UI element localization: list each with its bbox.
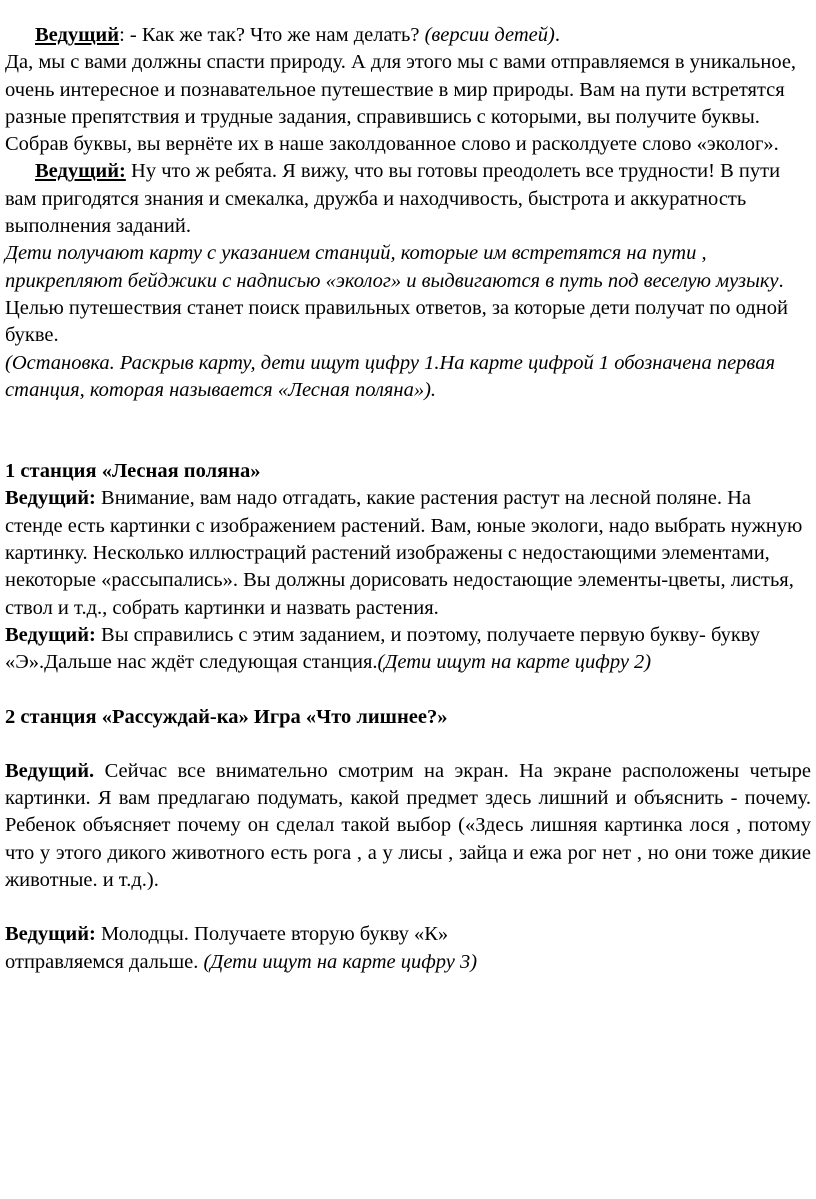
intro-paragraph-4 xyxy=(5,240,811,349)
station1-result: Вы справились с этим заданием, и поэтому, получаете первую букву- букву «Э».Дальше нас ждёт следующая станция. xyxy=(5,623,761,674)
intro-paragraph-5 xyxy=(5,350,811,405)
station2-paragraph-1 xyxy=(5,758,811,894)
section-heading: 1 станция «Лесная поляна» xyxy=(5,460,261,483)
stage-note: (Дети ищут на карте цифру 3) xyxy=(203,950,478,973)
speaker-label: Ведущий. xyxy=(5,759,95,782)
station2-paragraph-2 xyxy=(5,921,811,976)
intro-paragraph-3 xyxy=(5,158,811,240)
section-heading: 2 станция «Рассуждай-ка» Игра «Что лишнее?» xyxy=(5,705,448,728)
period: . xyxy=(554,24,560,46)
speaker-label: Ведущий: xyxy=(35,160,126,183)
station1-task: Внимание, вам надо отгадать, какие растения растут на лесной поляне. На стенде есть картинки с изображением растений. Вам, юные экологи, надо выбрать нужную картинку. Несколько иллюстраций растений изображены с недостающими элементами, некоторые «рассыпались». Вы должны дорисовать недостающие элементы-цветы, листья, ствол и т.д., собрать картинки и назвать растения. xyxy=(5,487,803,619)
station2-result: Молодцы. Получаете вторую букву «К» xyxy=(95,923,449,946)
intro-paragraph-2: Да, мы с вами должны спасти природу. А для этого мы с вами отправляемся в уникальное, очень интересное и познавательное путешествие в мир природы. Вам на пути встретятся разные препятствия и трудные задания, справившись с которыми, вы получите буквы. Собрав буквы, вы вернёте их в наше заколдованное слово и расколдуете слово «эколог». xyxy=(5,51,797,156)
intro-question: Как же так? Что же нам делать? xyxy=(141,24,425,46)
intro-goal: . Целью путешествия станет поиск правильных ответов, за которые дети получат по одной букве. xyxy=(5,269,788,347)
station1-paragraph-1 xyxy=(5,485,811,621)
station1-title xyxy=(5,458,811,485)
station2-title xyxy=(5,704,811,731)
spacer xyxy=(5,894,811,921)
intro-speech: Ну что ж ребята. Я вижу, что вы готовы преодолеть все трудности! В пути вам пригодятся знания и смекалка, дружба и находчивость, быстрота и аккуратность выполнения заданий. xyxy=(5,160,781,238)
intro-paragraph-1 xyxy=(5,22,811,49)
stage-note: (Дети ищут на карте цифру 2) xyxy=(377,651,652,674)
station2-task: Сейчас все внимательно смотрим на экран. На экране расположены четыре картинки. Я вам предлагаю подумать, какой предмет здесь лишний и объяснить - почему. Ребенок объясняет почему он сделал такой выбор («Здесь лишняя картинка лося , потому что у этого дикого животного есть рога , а у лисы , зайца и ежа рог нет , но они тоже дикие животные. и т.д.). xyxy=(5,759,811,892)
stage-note: (версии детей) xyxy=(424,24,555,46)
speaker-label: Ведущий: xyxy=(5,923,96,946)
document-page xyxy=(5,22,811,976)
speaker-label: Ведущий: xyxy=(5,623,96,646)
station2-continue: отправляемся дальше. xyxy=(5,950,204,973)
separator: : - xyxy=(119,24,142,46)
spacer xyxy=(5,677,811,704)
spacer xyxy=(5,404,811,458)
spacer xyxy=(5,731,811,758)
stage-note: Дети получают карту с указанием станций, которые им встретятся на пути , прикрепляют бейджики с надписью «эколог» и выдвигаются в путь под веселую музыку xyxy=(5,242,779,292)
station1-paragraph-2 xyxy=(5,622,811,677)
stage-note: (Остановка. Раскрыв карту, дети ищут цифру 1.На карте цифрой 1 обозначена первая станция, которая называется «Лесная поляна»). xyxy=(5,351,775,401)
speaker-label: Ведущий xyxy=(35,24,120,46)
speaker-label: Ведущий: xyxy=(5,487,96,510)
